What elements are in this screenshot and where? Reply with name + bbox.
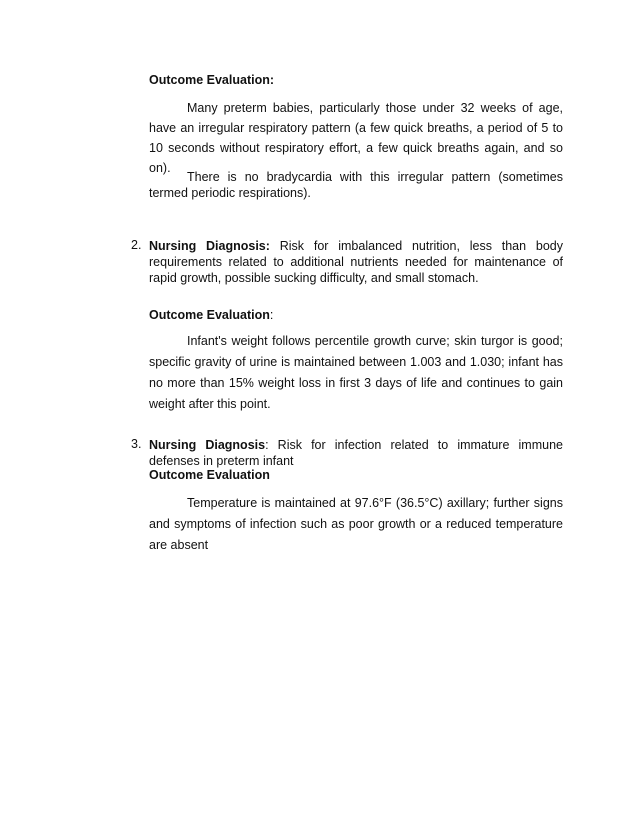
- item3-diagnosis-text: : Risk for infection related to immature immune defenses in preterm infant: [149, 438, 563, 468]
- item2-outcome-colon: :: [269, 308, 274, 322]
- section1-paragraph-2: There is no bradycardia with this irregular pattern (sometimes termed periodic respirations).: [149, 170, 563, 200]
- item2-outcome-text: Infant's weight follows percentile growth curve; skin turgor is good; specific gravity of urine is maintained between 1.003 and 1.030; infant has no more than 15% weight loss in first 3 days of life and continues to gain weight after this point.: [149, 334, 563, 411]
- item2-number: 2.: [131, 238, 142, 252]
- item3-outcome-text: Temperature is maintained at 97.6°F (36.5°C) axillary; further signs and symptoms of infection such as poor growth or a reduced temperature are absent: [149, 496, 563, 552]
- item3-outcome-heading: Outcome Evaluation: [149, 468, 270, 482]
- item3-diagnosis-label: Nursing Diagnosis: [149, 438, 266, 452]
- item2-diagnosis-text: Risk for imbalanced nutrition, less than body requirements related to additional nutrients needed for maintenance of rapid growth, possible sucking difficulty, and small stomach.: [149, 239, 563, 285]
- item2-outcome-heading-line: [149, 308, 563, 322]
- section1-outcome-heading: Outcome Evaluation:: [149, 73, 275, 87]
- item3-diagnosis: [149, 437, 563, 469]
- item2-diagnosis: [149, 238, 563, 286]
- item2-diagnosis-label: Nursing Diagnosis:: [149, 239, 270, 253]
- item3-number: 3.: [131, 437, 142, 451]
- section1-paragraph-1: Many preterm babies, particularly those under 32 weeks of age, have an irregular respiratory pattern (a few quick breaths, a period of 5 to 10 seconds without respiratory effort, a few quick breaths again, and so on).: [149, 101, 563, 175]
- item2-outcome-heading: Outcome Evaluation: [149, 308, 270, 322]
